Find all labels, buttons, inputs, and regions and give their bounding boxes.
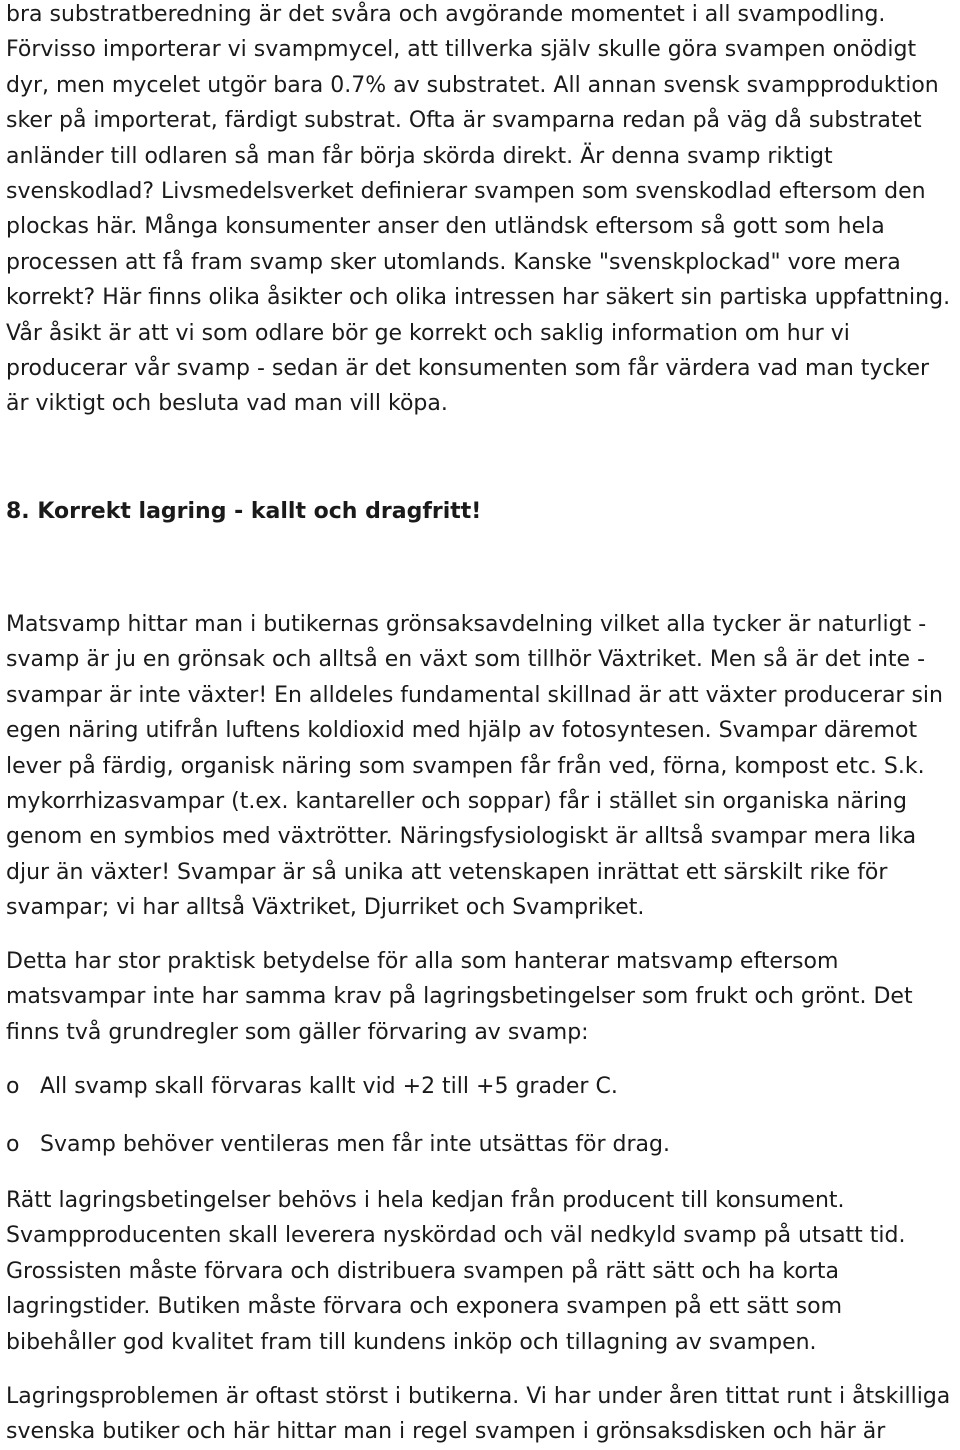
- paragraph-substrate: [6, 0, 950, 422]
- paragraph-fungi-not-plants: [6, 607, 943, 926]
- text-line: korrekt? Här finns olika åsikter och olika intressen har säkert sin partiska uppfattning.: [6, 285, 951, 311]
- paragraph-supply-chain: [6, 1183, 906, 1360]
- paragraph-storage-rules-intro: [6, 944, 913, 1050]
- text-line: bibehåller god kvalitet fram till kundens inköp och tillagning av svampen.: [6, 1329, 817, 1355]
- text-line: producerar vår svamp - sedan är det konsumenten som får värdera vad man tycker: [6, 356, 930, 382]
- list-item: [6, 1069, 618, 1104]
- text-line: Lagringsproblemen är oftast störst i butikerna. Vi har under åren tittat runt i åtskilliga: [6, 1384, 951, 1409]
- bullet-list: [6, 1069, 618, 1104]
- text-line: dyr, men mycelet utgör bara 0.7% av substratet. All annan svensk svampproduktion: [6, 72, 939, 98]
- text-line: svampar är inte växter! En alldeles fundamental skillnad är att växter producerar sin: [6, 682, 943, 708]
- text-line: bra substratberedning är det svåra och avgörande momentet i all svampodling.: [6, 2, 886, 27]
- text-line: Vår åsikt är att vi som odlare bör ge korrekt och saklig information om hur vi: [6, 320, 850, 346]
- text-line: Svampproducenten skall leverera nyskördad och väl nedkyld svamp på utsatt tid.: [6, 1223, 906, 1249]
- text-line: mykorrhizasvampar (t.ex. kantareller och soppar) får i stället sin organiska näring: [6, 789, 907, 815]
- list-item: [6, 1127, 670, 1162]
- paragraph-store-problems: [6, 1379, 950, 1450]
- text-line: egen näring utifrån luftens koldioxid med hjälp av fotosyntesen. Svampar däremot: [6, 718, 918, 744]
- text-line: lagringstider. Butiken måste förvara och exponera svampen på ett sätt som: [6, 1294, 843, 1320]
- text-line: plockas här. Många konsumenter anser den utländsk eftersom så gott som hela: [6, 214, 885, 240]
- text-line: svampar; vi har alltså Växtriket, Djurriket och Svampriket.: [6, 895, 645, 921]
- list-item-text: Svamp behöver ventileras men får inte utsättas för drag.: [40, 1132, 670, 1157]
- text-line: Rätt lagringsbetingelser behövs i hela kedjan från producent till konsument.: [6, 1188, 845, 1213]
- text-line: Grossisten måste förvara och distribuera svampen på rätt sätt och ha korta: [6, 1258, 839, 1284]
- bullet-list-second: [6, 1127, 670, 1162]
- text-line: är viktigt och besluta vad man vill köpa.: [6, 391, 448, 417]
- bullet-marker: o: [6, 1132, 20, 1157]
- text-line: anländer till odlaren så man får börja skörda direkt. Är denna svamp riktigt: [6, 143, 833, 169]
- text-line: genom en symbios med växtrötter. Näringsfysiologiskt är alltså svampar mera lika: [6, 824, 917, 850]
- text-line: matsvampar inte har samma krav på lagringsbetingelser som frukt och grönt. Det: [6, 984, 913, 1010]
- text-line: sker på importerat, färdigt substrat. Ofta är svamparna redan på väg då substratet: [6, 108, 922, 134]
- bullet-marker: o: [6, 1074, 20, 1099]
- section-heading: 8. Korrekt lagring - kallt och dragfritt!: [6, 499, 482, 524]
- text-line: lever på färdig, organisk näring som svampen får från ved, förna, kompost etc. S.k.: [6, 753, 925, 779]
- text-line: Detta har stor praktisk betydelse för alla som hanterar matsvamp eftersom: [6, 949, 839, 974]
- text-line: svenskodlad? Livsmedelsverket definierar svampen som svenskodlad eftersom den: [6, 179, 926, 205]
- text-line: processen att få fram svamp sker utomlands. Kanske "svenskplockad" vore mera: [6, 249, 901, 275]
- text-line: Matsvamp hittar man i butikernas grönsaksavdelning vilket alla tycker är naturligt -: [6, 612, 927, 637]
- text-line: finns två grundregler som gäller förvaring av svamp:: [6, 1019, 589, 1045]
- text-line: djur än växter! Svampar är så unika att vetenskapen inrättat ett särskilt rike för: [6, 859, 888, 885]
- text-line: svamp är ju en grönsak och alltså en växt som tillhör Växtriket. Men så är det inte -: [6, 647, 926, 673]
- text-line: svenska butiker och här hittar man i regel svampen i grönsaksdisken och här är: [6, 1419, 886, 1445]
- list-item-text: All svamp skall förvaras kallt vid +2 till +5 grader C.: [40, 1074, 618, 1099]
- text-line: Förvisso importerar vi svampmycel, att tillverka själv skulle göra svampen onödigt: [6, 37, 917, 63]
